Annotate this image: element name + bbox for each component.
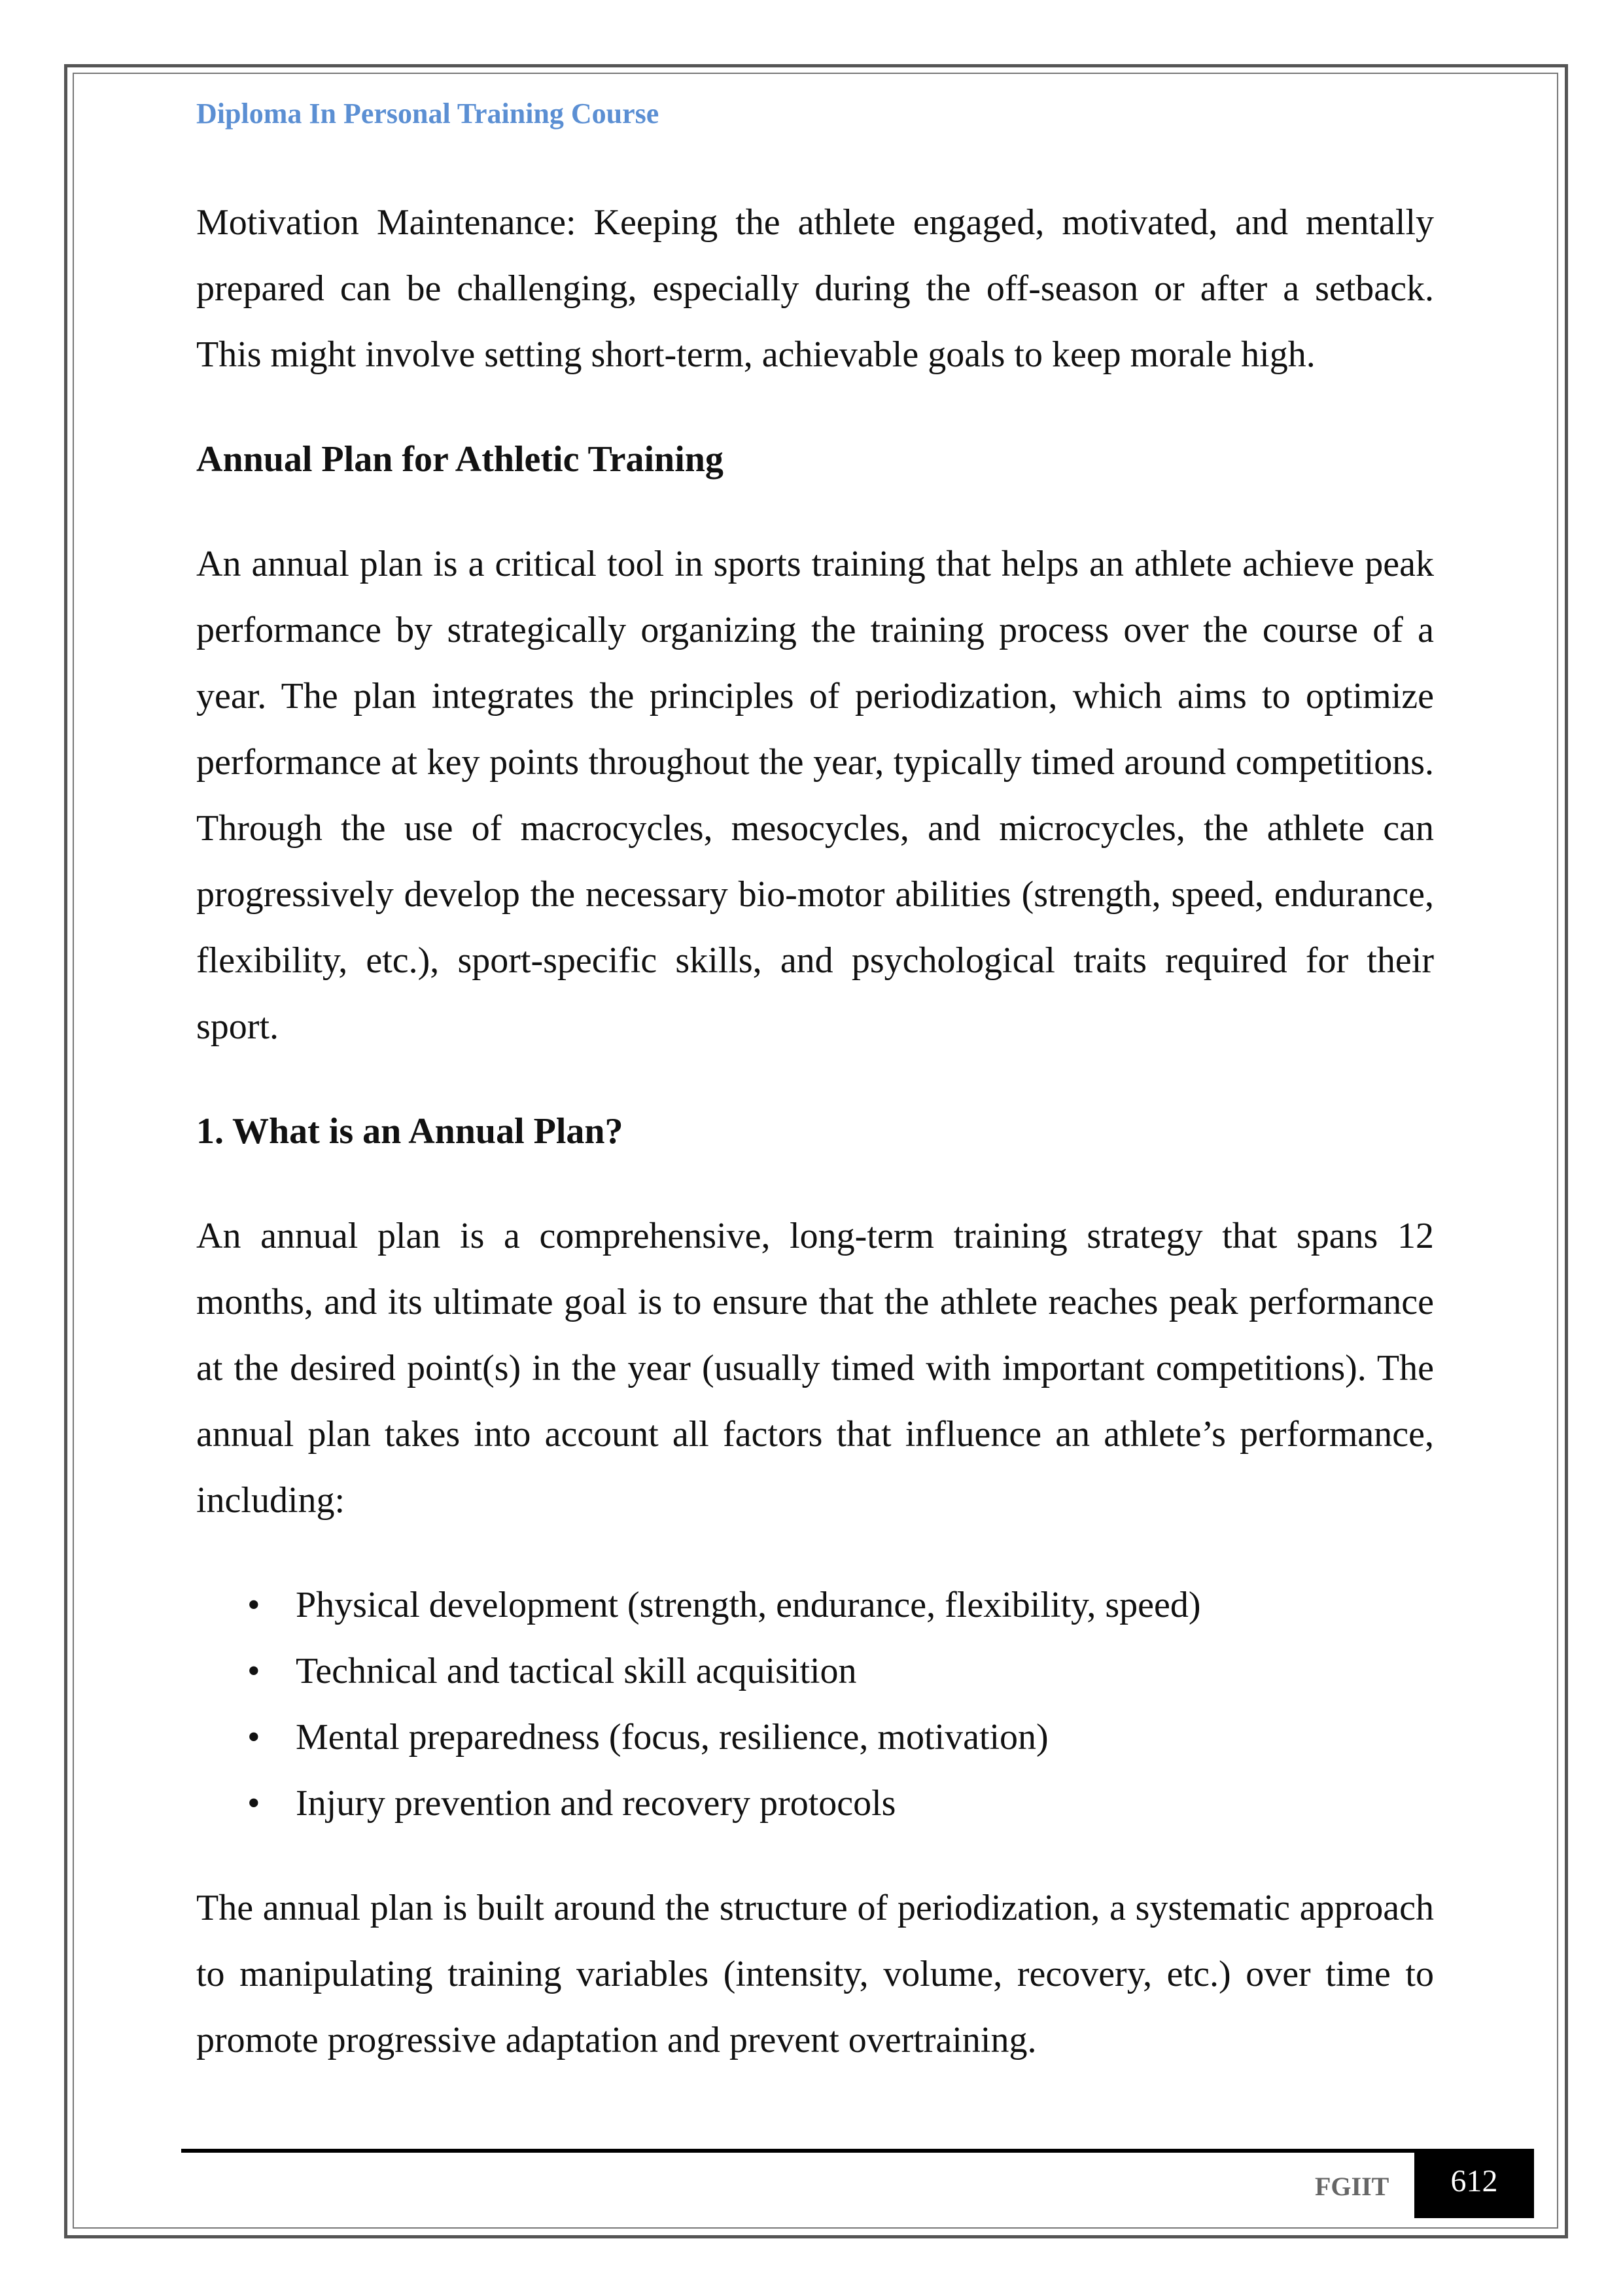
- bullet-icon: •: [247, 1585, 260, 1625]
- bullet-icon: •: [247, 1651, 260, 1691]
- list-item-text: Technical and tactical skill acquisition: [296, 1651, 857, 1691]
- section-heading-annual-plan: Annual Plan for Athletic Training: [196, 439, 724, 480]
- list-item: [196, 1771, 1434, 1837]
- bullet-icon: •: [247, 1783, 260, 1824]
- paragraph-what-is-annual-plan: An annual plan is a comprehensive, long-term training strategy that spans 12 months, and its ultimate goal is to ensure that the athlete reaches peak performance at the desired point(s) in the year (usually timed with important competitions). The annual plan takes into account all factors that influence an athlete’s performance, including:: [196, 1216, 1434, 1521]
- page-number-badge: [1414, 2149, 1534, 2218]
- section-heading-what-is-annual-plan: 1. What is an Annual Plan?: [196, 1111, 623, 1152]
- running-header: Diploma In Personal Training Course: [196, 97, 659, 130]
- factors-bullet-list: [196, 1572, 1434, 1837]
- list-item: [196, 1704, 1434, 1771]
- bullet-icon: •: [247, 1717, 260, 1757]
- list-item: [196, 1638, 1434, 1704]
- paragraph-motivation-maintenance: Motivation Maintenance: Keeping the athlete engaged, motivated, and mentally prepared can be challenging, especially during the off-season or after a setback. This might involve setting short-term, achievable goals to keep morale high.: [196, 202, 1434, 375]
- footer-publisher-label: FGIIT: [1315, 2172, 1389, 2201]
- page-number: 612: [1450, 2164, 1498, 2199]
- list-item-text: Mental preparedness (focus, resilience, motivation): [296, 1717, 1049, 1757]
- list-item-text: Physical development (strength, endurance, flexibility, speed): [296, 1585, 1201, 1625]
- paragraph-annual-plan-intro: An annual plan is a critical tool in sports training that helps an athlete achieve peak performance by strategically organizing the training process over the course of a year. The plan integrates the principles of periodization, which aims to optimize performance at key points throughout the year, typically timed around competitions. Through the use of macrocycles, mesocycles, and microcycles, the athlete can progressively develop the necessary bio-motor abilities (strength, speed, endurance, flexibility, etc.), sport-specific skills, and psychological traits required for their sport.: [196, 544, 1434, 1047]
- page-body: [196, 190, 1434, 2112]
- paragraph-periodization: The annual plan is built around the structure of periodization, a systematic approach to manipulating training variables (intensity, volume, recovery, etc.) over time to promote progressive adaptation and prevent overtraining.: [196, 1888, 1434, 2060]
- list-item-text: Injury prevention and recovery protocols: [296, 1783, 896, 1824]
- footer-divider: [181, 2149, 1416, 2153]
- list-item: [196, 1572, 1434, 1638]
